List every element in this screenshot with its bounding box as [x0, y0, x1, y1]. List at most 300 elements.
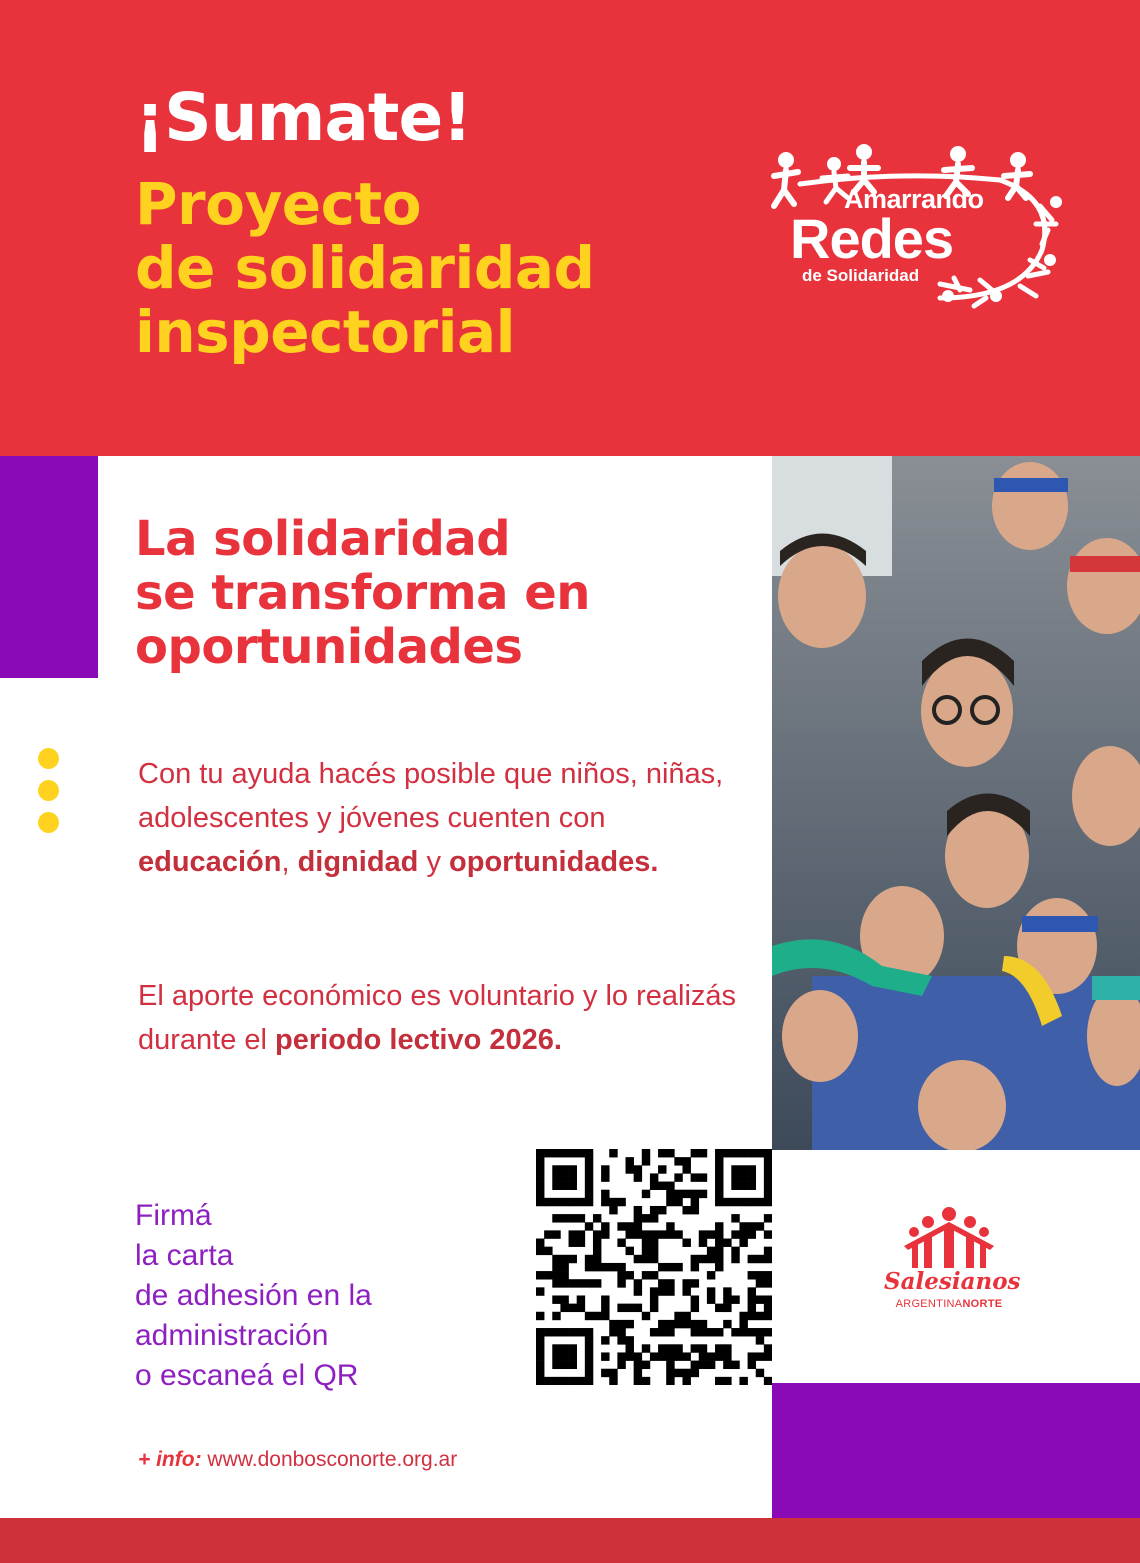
qr-module	[731, 1214, 739, 1222]
qr-module	[569, 1182, 577, 1190]
qr-module	[552, 1173, 560, 1181]
qr-module	[642, 1190, 650, 1198]
qr-module	[560, 1198, 568, 1206]
qr-module	[764, 1279, 772, 1287]
qr-module	[666, 1328, 674, 1336]
qr-module	[764, 1377, 772, 1385]
para1-bold-oportunidades: oportunidades.	[449, 846, 659, 878]
qr-module	[634, 1206, 642, 1214]
qr-module	[731, 1247, 739, 1255]
qr-module	[634, 1255, 642, 1263]
qr-module	[536, 1173, 544, 1181]
signup-line: la carta	[135, 1239, 234, 1272]
qr-module	[666, 1263, 674, 1271]
qr-module	[723, 1344, 731, 1352]
qr-module	[723, 1361, 731, 1369]
qr-module	[666, 1149, 674, 1157]
qr-module	[585, 1190, 593, 1198]
signup-line: administración	[135, 1319, 329, 1352]
qr-module	[715, 1263, 723, 1271]
qr-module	[544, 1377, 552, 1385]
dots-icon	[38, 748, 58, 844]
qr-module	[577, 1230, 585, 1238]
qr-module	[601, 1222, 609, 1230]
qr-module	[601, 1165, 609, 1173]
qr-module	[536, 1377, 544, 1385]
qr-module	[723, 1149, 731, 1157]
qr-module	[682, 1320, 690, 1328]
qr-module	[699, 1320, 707, 1328]
qr-module	[699, 1149, 707, 1157]
qr-module	[731, 1149, 739, 1157]
para2-bold-periodo: periodo lectivo 2026.	[275, 1024, 562, 1056]
qr-module	[682, 1279, 690, 1287]
qr-module	[739, 1230, 747, 1238]
qr-module	[699, 1173, 707, 1181]
qr-module	[731, 1165, 739, 1173]
qr-module	[748, 1165, 756, 1173]
qr-module	[756, 1328, 764, 1336]
qr-module	[626, 1222, 634, 1230]
dot	[38, 780, 59, 801]
para1-bold-educacion: educación	[138, 846, 282, 878]
qr-module	[577, 1377, 585, 1385]
qr-module	[764, 1230, 772, 1238]
qr-module	[626, 1336, 634, 1344]
qr-module	[731, 1182, 739, 1190]
qr-module	[748, 1222, 756, 1230]
qr-module	[682, 1352, 690, 1360]
para1-text: Con tu ayuda hacés posible que niños, niñas, adolescentes y jóvenes cuenten con	[138, 758, 724, 834]
qr-module	[731, 1361, 739, 1369]
qr-module	[585, 1352, 593, 1360]
qr-module	[674, 1320, 682, 1328]
qr-module	[601, 1295, 609, 1303]
qr-module	[691, 1190, 699, 1198]
qr-module	[764, 1312, 772, 1320]
qr-module	[560, 1182, 568, 1190]
qr-module	[609, 1198, 617, 1206]
para1-and: y	[418, 846, 450, 878]
qr-module	[536, 1247, 544, 1255]
qr-module	[666, 1320, 674, 1328]
para1-sep: ,	[281, 846, 298, 878]
qr-module	[707, 1295, 715, 1303]
qr-module	[731, 1230, 739, 1238]
qr-module	[569, 1328, 577, 1336]
qr-module	[674, 1198, 682, 1206]
qr-module	[691, 1206, 699, 1214]
qr-module	[642, 1214, 650, 1222]
qr-module	[626, 1157, 634, 1165]
qr-module	[715, 1182, 723, 1190]
qr-module	[585, 1361, 593, 1369]
qr-module	[634, 1369, 642, 1377]
qr-module	[674, 1190, 682, 1198]
qr-module	[666, 1190, 674, 1198]
qr-module	[544, 1230, 552, 1238]
qr-module	[691, 1255, 699, 1263]
qr-module	[658, 1287, 666, 1295]
qr-module	[585, 1263, 593, 1271]
qr-module	[674, 1369, 682, 1377]
qr-module	[715, 1377, 723, 1385]
qr-module	[650, 1214, 658, 1222]
qr-module	[756, 1271, 764, 1279]
qr-module	[552, 1182, 560, 1190]
qr-module	[739, 1312, 747, 1320]
qr-module	[748, 1312, 756, 1320]
qr-module	[585, 1149, 593, 1157]
qr-code[interactable]	[536, 1149, 772, 1385]
footer-band	[0, 1518, 1140, 1563]
qr-module	[715, 1352, 723, 1360]
qr-module	[748, 1182, 756, 1190]
qr-module	[601, 1263, 609, 1271]
qr-module	[699, 1190, 707, 1198]
qr-module	[601, 1173, 609, 1181]
qr-module	[715, 1157, 723, 1165]
section-heading-line: oportunidades	[135, 619, 523, 675]
qr-module	[699, 1239, 707, 1247]
qr-module	[642, 1344, 650, 1352]
qr-module	[601, 1230, 609, 1238]
qr-module	[658, 1149, 666, 1157]
qr-module	[536, 1336, 544, 1344]
body-paragraph-1	[138, 752, 738, 884]
qr-module	[666, 1344, 674, 1352]
qr-module	[731, 1295, 739, 1303]
qr-module	[634, 1287, 642, 1295]
qr-module	[642, 1149, 650, 1157]
qr-module	[569, 1344, 577, 1352]
logo-line-solidaridad: de Solidaridad	[802, 266, 920, 285]
qr-module	[682, 1165, 690, 1173]
project-title	[135, 172, 595, 364]
qr-module	[569, 1198, 577, 1206]
qr-module	[731, 1173, 739, 1181]
qr-module	[666, 1198, 674, 1206]
qr-module	[739, 1165, 747, 1173]
qr-module	[764, 1182, 772, 1190]
qr-module	[723, 1198, 731, 1206]
qr-module	[634, 1165, 642, 1173]
project-title-line: de solidaridad	[135, 234, 595, 302]
salesianos-people-icon	[884, 1206, 1014, 1270]
qr-module	[617, 1198, 625, 1206]
qr-module	[650, 1255, 658, 1263]
qr-module	[552, 1328, 560, 1336]
qr-module	[764, 1190, 772, 1198]
qr-module	[666, 1222, 674, 1230]
qr-module	[577, 1279, 585, 1287]
qr-module	[682, 1157, 690, 1165]
qr-module	[617, 1304, 625, 1312]
qr-module	[642, 1255, 650, 1263]
qr-module	[658, 1182, 666, 1190]
qr-module	[699, 1344, 707, 1352]
qr-module	[634, 1352, 642, 1360]
qr-module	[617, 1328, 625, 1336]
qr-module	[748, 1149, 756, 1157]
qr-module	[609, 1377, 617, 1385]
qr-module	[650, 1206, 658, 1214]
qr-module	[617, 1239, 625, 1247]
qr-module	[723, 1352, 731, 1360]
qr-module	[609, 1320, 617, 1328]
qr-module	[764, 1149, 772, 1157]
qr-module	[731, 1255, 739, 1263]
qr-module	[552, 1377, 560, 1385]
qr-module	[723, 1295, 731, 1303]
qr-module	[552, 1271, 560, 1279]
qr-module	[748, 1328, 756, 1336]
qr-module	[764, 1247, 772, 1255]
qr-module	[691, 1279, 699, 1287]
qr-module	[691, 1369, 699, 1377]
qr-module	[593, 1214, 601, 1222]
qr-module	[560, 1263, 568, 1271]
qr-module	[764, 1165, 772, 1173]
qr-module	[593, 1263, 601, 1271]
group-photo-image	[772, 456, 1140, 1150]
qr-module	[715, 1190, 723, 1198]
qr-module	[715, 1149, 723, 1157]
qr-module	[577, 1328, 585, 1336]
qr-module	[756, 1369, 764, 1377]
salesianos-logo	[884, 1206, 1021, 1316]
qr-module	[699, 1255, 707, 1263]
qr-module	[756, 1222, 764, 1230]
qr-module	[560, 1344, 568, 1352]
qr-module	[593, 1255, 601, 1263]
qr-module	[609, 1263, 617, 1271]
qr-module	[642, 1312, 650, 1320]
qr-module	[642, 1271, 650, 1279]
dot	[38, 812, 59, 833]
qr-module	[658, 1263, 666, 1271]
qr-module	[723, 1304, 731, 1312]
qr-module	[617, 1336, 625, 1344]
qr-module	[569, 1214, 577, 1222]
qr-module	[626, 1271, 634, 1279]
qr-module	[715, 1304, 723, 1312]
qr-module	[585, 1173, 593, 1181]
info-url-link[interactable]: www.donbosconorte.org.ar	[207, 1448, 458, 1471]
qr-module	[585, 1279, 593, 1287]
qr-module	[756, 1336, 764, 1344]
qr-module	[650, 1304, 658, 1312]
qr-module	[642, 1377, 650, 1385]
qr-module	[682, 1206, 690, 1214]
qr-module	[674, 1344, 682, 1352]
qr-module	[739, 1149, 747, 1157]
qr-module	[707, 1247, 715, 1255]
qr-module	[569, 1377, 577, 1385]
logo-line-redes: Redes	[790, 207, 954, 270]
qr-module	[658, 1165, 666, 1173]
qr-module	[682, 1287, 690, 1295]
qr-module	[536, 1361, 544, 1369]
qr-module	[601, 1369, 609, 1377]
qr-module	[569, 1255, 577, 1263]
qr-module	[764, 1198, 772, 1206]
qr-module	[748, 1295, 756, 1303]
qr-module	[699, 1352, 707, 1360]
salesianos-region-b: NORTE	[962, 1298, 1003, 1310]
signup-line: de adhesión en la	[135, 1279, 372, 1312]
qr-module	[601, 1198, 609, 1206]
qr-module	[642, 1239, 650, 1247]
qr-module	[536, 1198, 544, 1206]
qr-module	[560, 1255, 568, 1263]
qr-module	[739, 1377, 747, 1385]
section-heading-line: La solidaridad	[135, 511, 511, 567]
qr-module	[560, 1295, 568, 1303]
qr-module	[715, 1222, 723, 1230]
qr-module	[650, 1247, 658, 1255]
qr-module	[560, 1173, 568, 1181]
qr-module	[560, 1352, 568, 1360]
qr-module	[658, 1279, 666, 1287]
qr-module	[739, 1182, 747, 1190]
qr-module	[666, 1287, 674, 1295]
qr-module	[707, 1230, 715, 1238]
qr-module	[650, 1182, 658, 1190]
qr-module	[658, 1352, 666, 1360]
qr-module	[634, 1173, 642, 1181]
qr-module	[560, 1361, 568, 1369]
qr-module	[585, 1336, 593, 1344]
qr-module	[715, 1198, 723, 1206]
qr-module	[601, 1336, 609, 1344]
qr-module	[707, 1287, 715, 1295]
qr-module	[764, 1271, 772, 1279]
photo-youth-group	[772, 456, 1140, 1150]
qr-module	[560, 1328, 568, 1336]
qr-module	[674, 1157, 682, 1165]
qr-module	[756, 1352, 764, 1360]
qr-module	[536, 1271, 544, 1279]
qr-module	[707, 1271, 715, 1279]
qr-module	[731, 1198, 739, 1206]
qr-module	[691, 1263, 699, 1271]
qr-module	[682, 1239, 690, 1247]
qr-module	[626, 1320, 634, 1328]
section-heading-line: se transforma en	[135, 565, 590, 621]
qr-module	[642, 1157, 650, 1165]
qr-module	[658, 1328, 666, 1336]
qr-module	[560, 1377, 568, 1385]
qr-module	[626, 1344, 634, 1352]
qr-module	[560, 1304, 568, 1312]
qr-module	[626, 1230, 634, 1238]
qr-module	[691, 1304, 699, 1312]
qr-module	[601, 1352, 609, 1360]
qr-module	[569, 1239, 577, 1247]
qr-module	[552, 1312, 560, 1320]
qr-module	[626, 1304, 634, 1312]
qr-module	[577, 1149, 585, 1157]
qr-module	[699, 1328, 707, 1336]
qr-module	[764, 1328, 772, 1336]
qr-module	[691, 1320, 699, 1328]
qr-module	[585, 1198, 593, 1206]
qr-module	[536, 1190, 544, 1198]
qr-module	[634, 1279, 642, 1287]
salesianos-name: Salesianos	[884, 1268, 1021, 1295]
qr-module	[569, 1352, 577, 1360]
qr-module	[552, 1149, 560, 1157]
qr-module	[715, 1328, 723, 1336]
qr-module	[715, 1173, 723, 1181]
qr-module	[691, 1149, 699, 1157]
qr-module	[560, 1279, 568, 1287]
qr-module	[577, 1295, 585, 1303]
qr-module	[536, 1344, 544, 1352]
qr-module	[569, 1279, 577, 1287]
qr-module	[748, 1173, 756, 1181]
qr-module	[585, 1222, 593, 1230]
qr-module	[569, 1230, 577, 1238]
qr-module	[650, 1239, 658, 1247]
qr-module	[748, 1361, 756, 1369]
salesianos-region-a: ARGENTINA	[895, 1298, 963, 1310]
qr-module	[723, 1377, 731, 1385]
qr-module	[569, 1361, 577, 1369]
qr-module	[634, 1304, 642, 1312]
qr-module	[691, 1295, 699, 1303]
qr-module	[658, 1344, 666, 1352]
qr-module	[642, 1230, 650, 1238]
qr-module	[739, 1173, 747, 1181]
qr-module	[748, 1230, 756, 1238]
qr-module	[756, 1295, 764, 1303]
qr-module	[756, 1312, 764, 1320]
salesianos-region	[884, 1298, 1014, 1310]
qr-module	[682, 1369, 690, 1377]
signup-line: o escaneá el QR	[135, 1359, 359, 1392]
project-title-line: inspectorial	[135, 298, 516, 366]
qr-module	[674, 1230, 682, 1238]
qr-module	[536, 1165, 544, 1173]
qr-module	[569, 1304, 577, 1312]
qr-module	[691, 1344, 699, 1352]
qr-module	[674, 1263, 682, 1271]
qr-module	[552, 1295, 560, 1303]
qr-module	[764, 1295, 772, 1303]
qr-module	[593, 1279, 601, 1287]
qr-module	[536, 1328, 544, 1336]
qr-module	[715, 1165, 723, 1173]
qr-module	[699, 1230, 707, 1238]
qr-module	[707, 1328, 715, 1336]
qr-module	[552, 1361, 560, 1369]
qr-module	[593, 1312, 601, 1320]
qr-module	[682, 1190, 690, 1198]
info-label: + info:	[138, 1448, 202, 1471]
qr-module	[585, 1377, 593, 1385]
qr-module	[552, 1198, 560, 1206]
qr-module	[666, 1352, 674, 1360]
qr-module	[658, 1206, 666, 1214]
qr-module	[601, 1312, 609, 1320]
qr-module	[666, 1361, 674, 1369]
qr-module	[609, 1149, 617, 1157]
qr-module	[560, 1149, 568, 1157]
qr-module	[723, 1287, 731, 1295]
qr-module	[609, 1369, 617, 1377]
